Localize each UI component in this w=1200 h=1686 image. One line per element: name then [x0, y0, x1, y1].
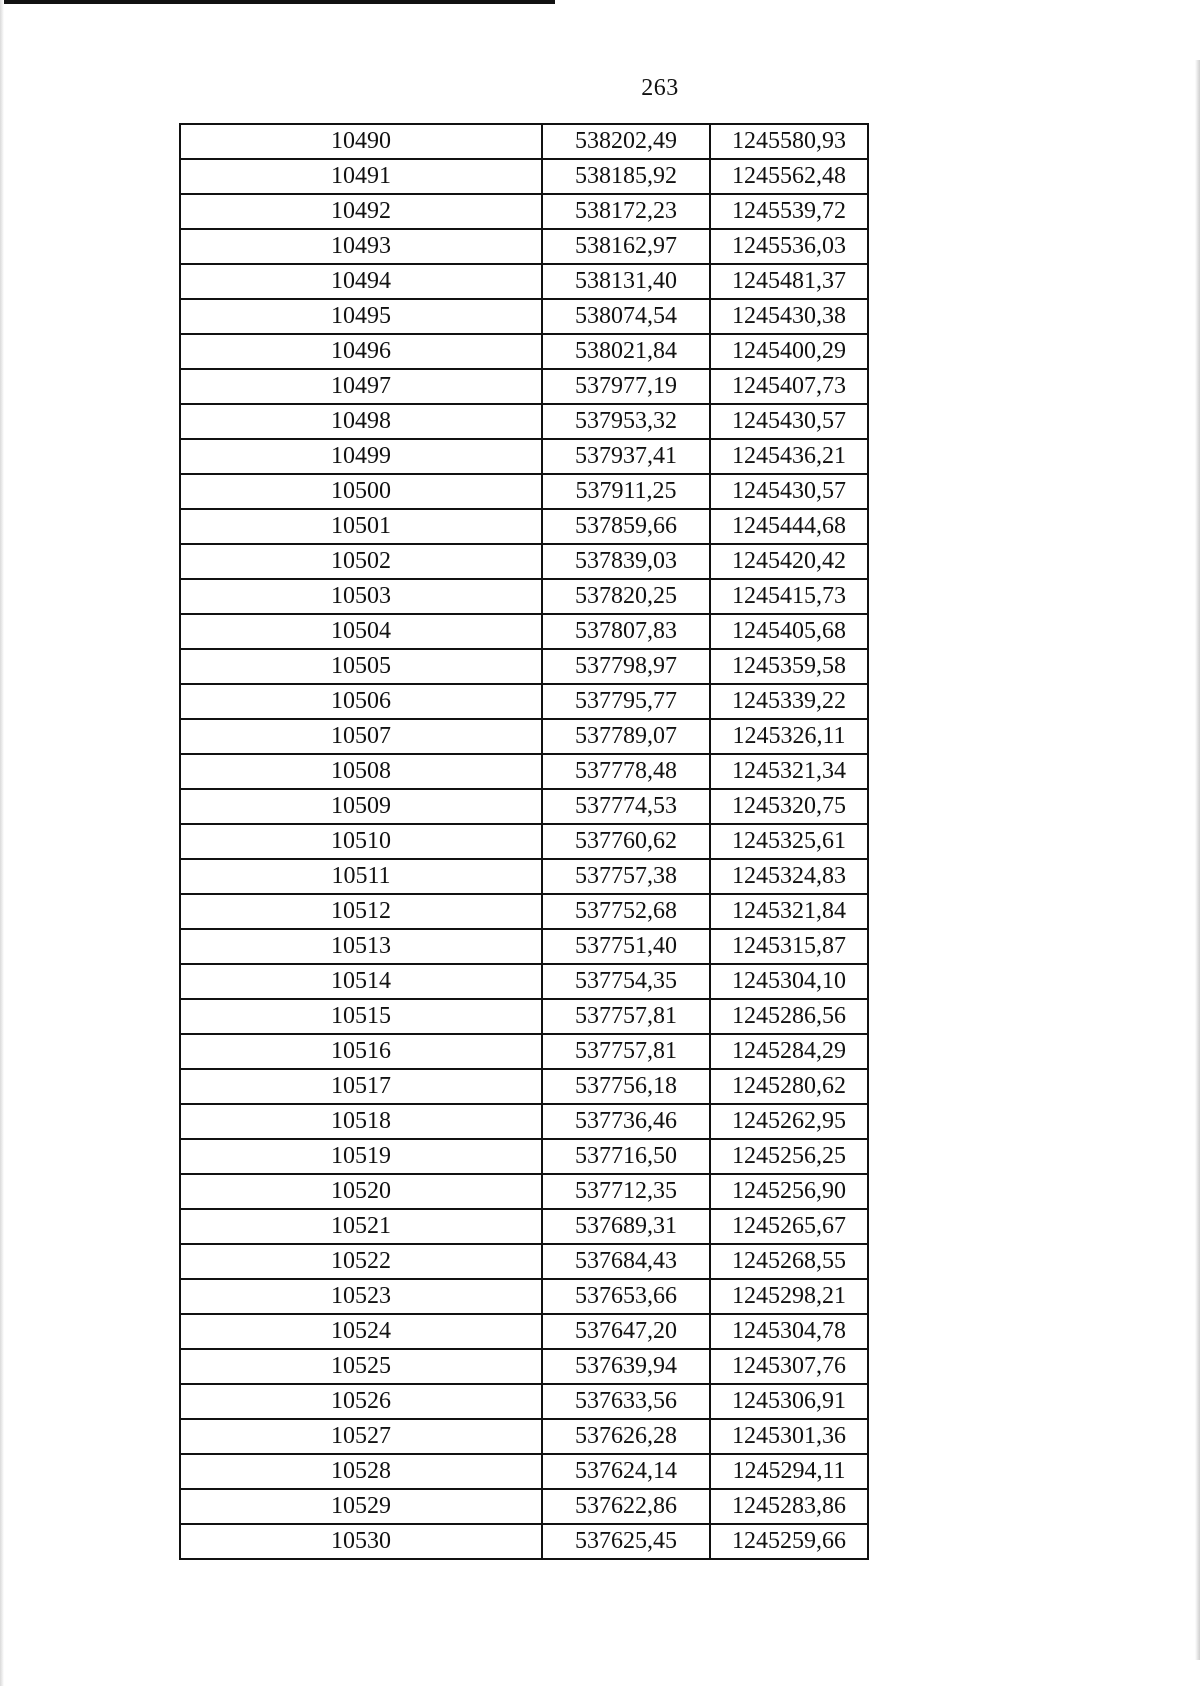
y-coordinate-cell: 1245304,10: [710, 964, 868, 999]
table-row: [180, 474, 868, 509]
y-coordinate-cell: 1245444,68: [710, 509, 868, 544]
y-coordinate-cell: 1245339,22: [710, 684, 868, 719]
y-coordinate-cell: 1245325,61: [710, 824, 868, 859]
x-coordinate-cell: 537736,46: [542, 1104, 710, 1139]
y-coordinate-cell: 1245580,93: [710, 124, 868, 159]
x-coordinate-cell: 538131,40: [542, 264, 710, 299]
table-row: [180, 824, 868, 859]
y-coordinate-cell: 1245301,36: [710, 1419, 868, 1454]
table-row: [180, 369, 868, 404]
point-number-cell: 10511: [180, 859, 542, 894]
x-coordinate-cell: 537647,20: [542, 1314, 710, 1349]
point-number-cell: 10529: [180, 1489, 542, 1524]
table-row: [180, 999, 868, 1034]
x-coordinate-cell: 537807,83: [542, 614, 710, 649]
x-coordinate-cell: 537754,35: [542, 964, 710, 999]
point-number-cell: 10530: [180, 1524, 542, 1559]
y-coordinate-cell: 1245298,21: [710, 1279, 868, 1314]
point-number-cell: 10501: [180, 509, 542, 544]
x-coordinate-cell: 537820,25: [542, 579, 710, 614]
x-coordinate-cell: 537633,56: [542, 1384, 710, 1419]
table-row: [180, 1489, 868, 1524]
point-number-cell: 10498: [180, 404, 542, 439]
x-coordinate-cell: 537757,81: [542, 1034, 710, 1069]
y-coordinate-cell: 1245359,58: [710, 649, 868, 684]
scan-left-edge: [0, 0, 4, 1686]
point-number-cell: 10516: [180, 1034, 542, 1069]
point-number-cell: 10528: [180, 1454, 542, 1489]
table-row: [180, 124, 868, 159]
point-number-cell: 10508: [180, 754, 542, 789]
table-row: [180, 1454, 868, 1489]
table-row: [180, 1069, 868, 1104]
table-row: [180, 859, 868, 894]
table-row: [180, 1104, 868, 1139]
x-coordinate-cell: 538074,54: [542, 299, 710, 334]
y-coordinate-cell: 1245400,29: [710, 334, 868, 369]
y-coordinate-cell: 1245286,56: [710, 999, 868, 1034]
table-row: [180, 194, 868, 229]
y-coordinate-cell: 1245430,57: [710, 404, 868, 439]
point-number-cell: 10505: [180, 649, 542, 684]
x-coordinate-cell: 537712,35: [542, 1174, 710, 1209]
point-number-cell: 10523: [180, 1279, 542, 1314]
y-coordinate-cell: 1245481,37: [710, 264, 868, 299]
point-number-cell: 10499: [180, 439, 542, 474]
x-coordinate-cell: 537789,07: [542, 719, 710, 754]
y-coordinate-cell: 1245430,57: [710, 474, 868, 509]
y-coordinate-cell: 1245283,86: [710, 1489, 868, 1524]
point-number-cell: 10526: [180, 1384, 542, 1419]
x-coordinate-cell: 537622,86: [542, 1489, 710, 1524]
x-coordinate-cell: 537757,81: [542, 999, 710, 1034]
point-number-cell: 10522: [180, 1244, 542, 1279]
y-coordinate-cell: 1245265,67: [710, 1209, 868, 1244]
x-coordinate-cell: 537859,66: [542, 509, 710, 544]
x-coordinate-cell: 538162,97: [542, 229, 710, 264]
x-coordinate-cell: 537751,40: [542, 929, 710, 964]
y-coordinate-cell: 1245405,68: [710, 614, 868, 649]
point-number-cell: 10497: [180, 369, 542, 404]
table-row: [180, 439, 868, 474]
x-coordinate-cell: 537757,38: [542, 859, 710, 894]
point-number-cell: 10524: [180, 1314, 542, 1349]
table-row: [180, 684, 868, 719]
table-row: [180, 1034, 868, 1069]
point-number-cell: 10504: [180, 614, 542, 649]
y-coordinate-cell: 1245539,72: [710, 194, 868, 229]
table-row: [180, 719, 868, 754]
point-number-cell: 10514: [180, 964, 542, 999]
y-coordinate-cell: 1245256,90: [710, 1174, 868, 1209]
table-row: [180, 404, 868, 439]
x-coordinate-cell: 537752,68: [542, 894, 710, 929]
table-row: [180, 649, 868, 684]
point-number-cell: 10494: [180, 264, 542, 299]
scan-right-edge: [1195, 60, 1200, 1660]
x-coordinate-cell: 537937,41: [542, 439, 710, 474]
y-coordinate-cell: 1245256,25: [710, 1139, 868, 1174]
page-number: 263: [641, 75, 679, 101]
x-coordinate-cell: 537795,77: [542, 684, 710, 719]
x-coordinate-cell: 538202,49: [542, 124, 710, 159]
point-number-cell: 10517: [180, 1069, 542, 1104]
point-number-cell: 10492: [180, 194, 542, 229]
table-row: [180, 1209, 868, 1244]
point-number-cell: 10500: [180, 474, 542, 509]
point-number-cell: 10525: [180, 1349, 542, 1384]
coordinates-table: [179, 123, 869, 1560]
point-number-cell: 10503: [180, 579, 542, 614]
table-row: [180, 1174, 868, 1209]
x-coordinate-cell: 537716,50: [542, 1139, 710, 1174]
y-coordinate-cell: 1245326,11: [710, 719, 868, 754]
y-coordinate-cell: 1245420,42: [710, 544, 868, 579]
y-coordinate-cell: 1245321,34: [710, 754, 868, 789]
point-number-cell: 10521: [180, 1209, 542, 1244]
x-coordinate-cell: 537839,03: [542, 544, 710, 579]
y-coordinate-cell: 1245307,76: [710, 1349, 868, 1384]
x-coordinate-cell: 537653,66: [542, 1279, 710, 1314]
y-coordinate-cell: 1245294,11: [710, 1454, 868, 1489]
point-number-cell: 10518: [180, 1104, 542, 1139]
coordinates-table-body: [180, 124, 868, 1559]
point-number-cell: 10513: [180, 929, 542, 964]
table-row: [180, 614, 868, 649]
table-row: [180, 1349, 868, 1384]
table-row: [180, 1419, 868, 1454]
y-coordinate-cell: 1245306,91: [710, 1384, 868, 1419]
x-coordinate-cell: 538021,84: [542, 334, 710, 369]
table-row: [180, 509, 868, 544]
y-coordinate-cell: 1245268,55: [710, 1244, 868, 1279]
x-coordinate-cell: 537798,97: [542, 649, 710, 684]
y-coordinate-cell: 1245536,03: [710, 229, 868, 264]
point-number-cell: 10496: [180, 334, 542, 369]
table-row: [180, 754, 868, 789]
table-row: [180, 1384, 868, 1419]
x-coordinate-cell: 537624,14: [542, 1454, 710, 1489]
table-row: [180, 1139, 868, 1174]
table-row: [180, 1314, 868, 1349]
point-number-cell: 10495: [180, 299, 542, 334]
table-row: [180, 229, 868, 264]
table-row: [180, 964, 868, 999]
point-number-cell: 10490: [180, 124, 542, 159]
point-number-cell: 10493: [180, 229, 542, 264]
x-coordinate-cell: 537760,62: [542, 824, 710, 859]
table-row: [180, 159, 868, 194]
y-coordinate-cell: 1245324,83: [710, 859, 868, 894]
table-row: [180, 299, 868, 334]
x-coordinate-cell: 537689,31: [542, 1209, 710, 1244]
x-coordinate-cell: 537774,53: [542, 789, 710, 824]
x-coordinate-cell: 537625,45: [542, 1524, 710, 1559]
table-row: [180, 1524, 868, 1559]
x-coordinate-cell: 537639,94: [542, 1349, 710, 1384]
x-coordinate-cell: 538185,92: [542, 159, 710, 194]
point-number-cell: 10509: [180, 789, 542, 824]
y-coordinate-cell: 1245259,66: [710, 1524, 868, 1559]
x-coordinate-cell: 537756,18: [542, 1069, 710, 1104]
y-coordinate-cell: 1245284,29: [710, 1034, 868, 1069]
point-number-cell: 10520: [180, 1174, 542, 1209]
table-row: [180, 1244, 868, 1279]
table-row: [180, 894, 868, 929]
x-coordinate-cell: 538172,23: [542, 194, 710, 229]
point-number-cell: 10519: [180, 1139, 542, 1174]
x-coordinate-cell: 537778,48: [542, 754, 710, 789]
x-coordinate-cell: 537977,19: [542, 369, 710, 404]
point-number-cell: 10512: [180, 894, 542, 929]
y-coordinate-cell: 1245304,78: [710, 1314, 868, 1349]
y-coordinate-cell: 1245436,21: [710, 439, 868, 474]
y-coordinate-cell: 1245562,48: [710, 159, 868, 194]
y-coordinate-cell: 1245321,84: [710, 894, 868, 929]
table-row: [180, 929, 868, 964]
point-number-cell: 10502: [180, 544, 542, 579]
table-row: [180, 789, 868, 824]
table-row: [180, 1279, 868, 1314]
table-row: [180, 264, 868, 299]
y-coordinate-cell: 1245262,95: [710, 1104, 868, 1139]
point-number-cell: 10507: [180, 719, 542, 754]
point-number-cell: 10506: [180, 684, 542, 719]
y-coordinate-cell: 1245280,62: [710, 1069, 868, 1104]
point-number-cell: 10527: [180, 1419, 542, 1454]
x-coordinate-cell: 537911,25: [542, 474, 710, 509]
point-number-cell: 10491: [180, 159, 542, 194]
table-row: [180, 334, 868, 369]
y-coordinate-cell: 1245320,75: [710, 789, 868, 824]
scan-top-bar: [0, 0, 555, 4]
x-coordinate-cell: 537684,43: [542, 1244, 710, 1279]
table-row: [180, 579, 868, 614]
point-number-cell: 10515: [180, 999, 542, 1034]
y-coordinate-cell: 1245430,38: [710, 299, 868, 334]
point-number-cell: 10510: [180, 824, 542, 859]
y-coordinate-cell: 1245407,73: [710, 369, 868, 404]
y-coordinate-cell: 1245415,73: [710, 579, 868, 614]
x-coordinate-cell: 537953,32: [542, 404, 710, 439]
y-coordinate-cell: 1245315,87: [710, 929, 868, 964]
x-coordinate-cell: 537626,28: [542, 1419, 710, 1454]
table-row: [180, 544, 868, 579]
